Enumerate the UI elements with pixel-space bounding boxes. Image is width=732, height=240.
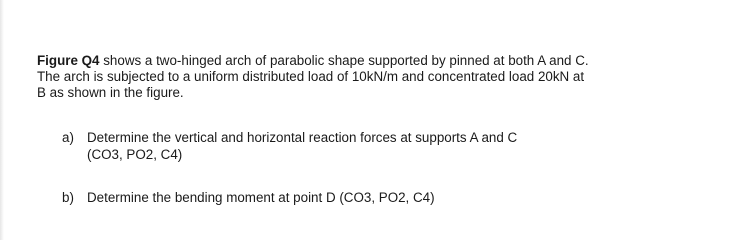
question-b-label: b) — [62, 190, 74, 205]
scan-edge — [0, 0, 4, 240]
question-a-text: Determine the vertical and horizontal reaction forces at supports A and C — [87, 130, 518, 145]
figure-reference: Figure Q4 — [37, 53, 100, 68]
question-a-codes: (CO3, PO2, C4) — [87, 147, 183, 162]
problem-statement — [37, 53, 727, 101]
question-b — [62, 189, 435, 206]
intro-line-1: shows a two-hinged arch of parabolic shape supported by pinned at both A and C. — [99, 53, 589, 68]
question-a-label: a) — [62, 130, 74, 145]
intro-line-3: B as shown in the figure. — [37, 85, 184, 100]
question-b-text: Determine the bending moment at point D (CO3, PO2, C4) — [87, 190, 435, 205]
intro-line-2: The arch is subjected to a uniform distributed load of 10kN/m and concentrated load 20kN at — [37, 69, 585, 84]
question-a — [62, 129, 517, 163]
